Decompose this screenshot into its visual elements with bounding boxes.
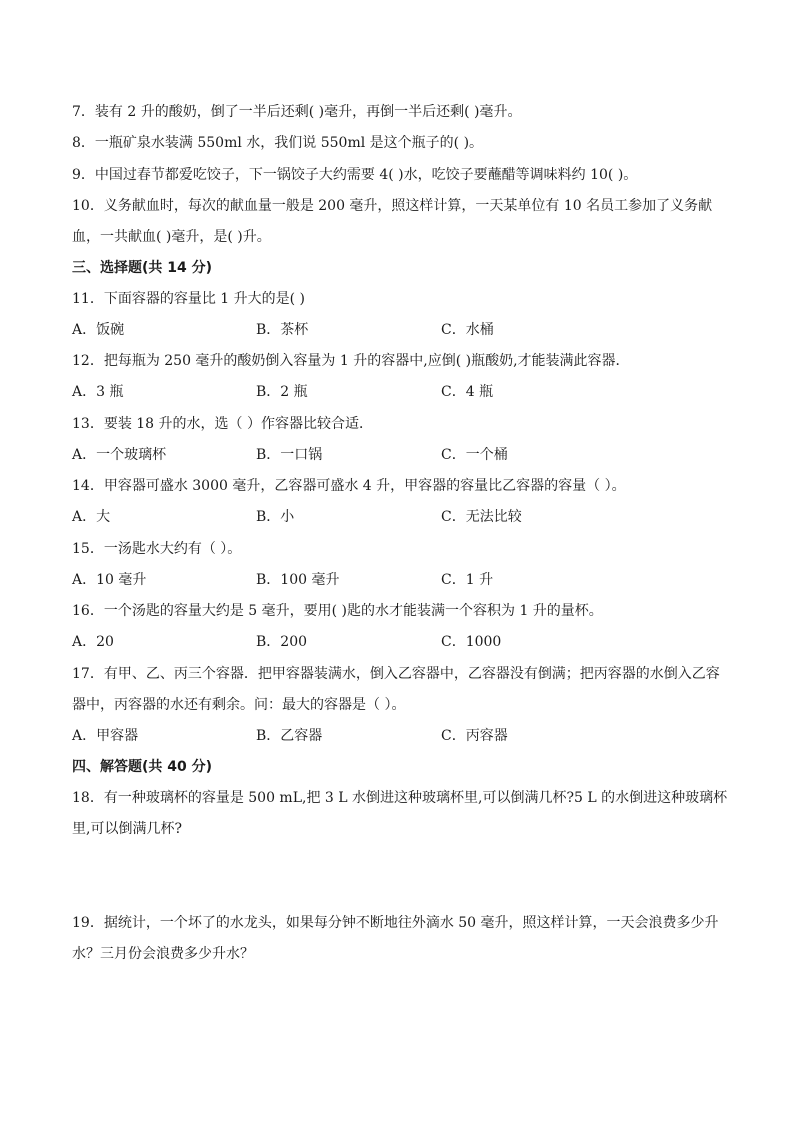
option-a: A．甲容器 [72, 728, 139, 744]
option-b: B．小 [256, 509, 295, 525]
option-b: B．100 毫升 [256, 572, 340, 588]
option-b: B．2 瓶 [256, 384, 308, 400]
question-16-options [72, 632, 732, 652]
option-c: C．4 瓶 [441, 384, 494, 400]
question-7: 7．装有 2 升的酸奶，倒了一半后还剩( )毫升，再倒一半后还剩( )毫升。 [72, 104, 522, 120]
question-8: 8．一瓶矿泉水装满 550ml 水，我们说 550ml 是这个瓶子的( )。 [72, 135, 484, 151]
question-15: 15．一汤匙水大约有（ ）。 [72, 541, 242, 557]
option-b: B．200 [256, 634, 308, 650]
section-3-heading: 三、选择题(共 14 分) [72, 260, 213, 276]
question-13: 13．要装 18 升的水，选（ ）作容器比较合适． [72, 416, 373, 432]
question-17-line-1: 17．有甲、乙、丙三个容器．把甲容器装满水，倒入乙容器中，乙容器没有倒满；把丙容器的水倒入乙容 [72, 666, 720, 682]
question-17-line-2: 器中，丙容器的水还有剩余。问：最大的容器是（ ）。 [72, 697, 406, 713]
question-14: 14．甲容器可盛水 3000 毫升，乙容器可盛水 4 升，甲容器的容量比乙容器的容量（ ）。 [72, 478, 626, 494]
option-c: C．无法比较 [441, 509, 522, 525]
option-a: A．10 毫升 [72, 572, 147, 588]
question-11: 11．下面容器的容量比 1 升大的是( ) [72, 291, 305, 307]
question-18-line-2: 里,可以倒满几杯? [72, 821, 182, 837]
question-17-options [72, 726, 732, 746]
question-19-line-1: 19．据统计，一个坏了的水龙头，如果每分钟不断地往外滴水 50 毫升，照这样计算，一天会浪费多少升 [72, 915, 719, 931]
option-c: C．1 升 [441, 572, 494, 588]
question-10-line-1: 10．义务献血时，每次的献血量一般是 200 毫升，照这样计算，一天某单位有 10 名员工参加了义务献 [72, 198, 713, 214]
option-c: C．1000 [441, 634, 502, 650]
question-18-line-1: 18．有一种玻璃杯的容量是 500 mL,把 3 L 水倒进这种玻璃杯里,可以倒满几杯?5 L 的水倒进这种玻璃杯 [72, 790, 728, 806]
question-13-options [72, 445, 732, 465]
option-b: B．一口锅 [256, 447, 323, 463]
option-c: C．丙容器 [441, 728, 508, 744]
option-a: A．20 [72, 634, 114, 650]
question-15-options [72, 570, 732, 590]
question-12-options [72, 382, 732, 402]
option-a: A．大 [72, 509, 111, 525]
question-12: 12．把每瓶为 250 毫升的酸奶倒入容量为 1 升的容器中,应倒( )瓶酸奶,才能装满此容器． [72, 353, 630, 369]
question-19-line-2: 水？三月份会浪费多少升水？ [72, 946, 254, 962]
option-c: C．水桶 [441, 322, 494, 338]
option-a: A．饭碗 [72, 322, 125, 338]
question-10-line-2: 血，一共献血( )毫升，是( )升。 [72, 229, 271, 245]
question-14-options [72, 507, 732, 527]
question-9: 9．中国过春节都爱吃饺子，下一锅饺子大约需要 4( )水，吃饺子要蘸醋等调味料约 10( )。 [72, 167, 638, 183]
question-16: 16．一个汤匙的容量大约是 5 毫升，要用( )匙的水才能装满一个容积为 1 升的量杯。 [72, 603, 603, 619]
question-11-options [72, 320, 732, 340]
option-b: B．茶杯 [256, 322, 309, 338]
section-4-heading: 四、解答题(共 40 分) [72, 759, 213, 775]
option-c: C．一个桶 [441, 447, 508, 463]
option-b: B．乙容器 [256, 728, 323, 744]
option-a: A．3 瓶 [72, 384, 124, 400]
option-a: A．一个玻璃杯 [72, 447, 167, 463]
